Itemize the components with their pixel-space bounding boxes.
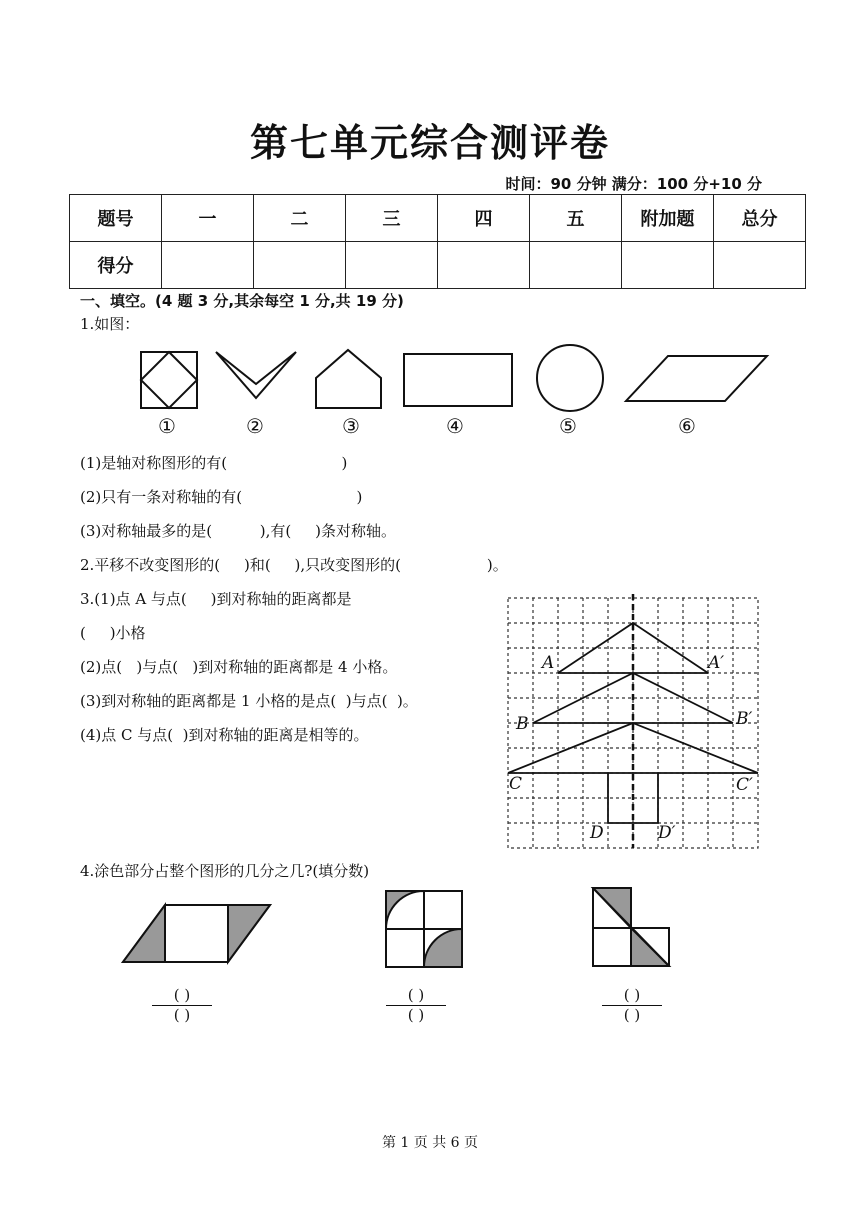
score-cell[interactable] bbox=[714, 242, 806, 289]
page-footer: 第 1 页 共 6 页 bbox=[381, 1135, 479, 1151]
numerator-blank[interactable]: ( ) bbox=[152, 986, 212, 1006]
q3-line5: (4)点 C 与点( )到对称轴的距离是相等的。 bbox=[80, 726, 369, 744]
q4-figures bbox=[118, 882, 688, 974]
q1-sub1: (1)是轴对称图形的有( ) bbox=[80, 454, 348, 472]
shape-pentagon bbox=[316, 350, 381, 408]
figure-square-quarters bbox=[386, 891, 462, 967]
score-table bbox=[69, 194, 806, 289]
q4-intro: 4.涂色部分占整个图形的几分之几?(填分数) bbox=[80, 862, 370, 880]
header-cell: 三 bbox=[346, 195, 438, 242]
answer-fraction[interactable] bbox=[152, 986, 212, 1024]
q2-text: 2.平移不改变图形的( )和( ),只改变图形的( )。 bbox=[80, 556, 508, 574]
section-heading: 一、填空。(4 题 3 分,其余每空 1 分,共 19 分) bbox=[80, 292, 404, 310]
score-cell[interactable] bbox=[622, 242, 714, 289]
shape-label: ① bbox=[158, 414, 176, 438]
header-cell: 一 bbox=[162, 195, 254, 242]
header-cell: 总分 bbox=[714, 195, 806, 242]
shape-parallelogram bbox=[626, 356, 767, 401]
numerator-blank[interactable]: ( ) bbox=[602, 986, 662, 1006]
shape-label: ⑤ bbox=[559, 414, 577, 438]
header-cell: 附加题 bbox=[622, 195, 714, 242]
denominator-blank[interactable]: ( ) bbox=[623, 1006, 641, 1024]
q3-line3: (2)点( )与点( )到对称轴的距离都是 4 小格。 bbox=[80, 658, 398, 676]
row-label: 得分 bbox=[70, 242, 162, 289]
score-table-score-row bbox=[70, 242, 806, 289]
point-label-a: A bbox=[542, 653, 555, 673]
header-cell: 题号 bbox=[70, 195, 162, 242]
shape-circle bbox=[537, 345, 603, 411]
header-cell: 五 bbox=[530, 195, 622, 242]
q1-sub2: (2)只有一条对称轴的有( ) bbox=[80, 488, 363, 506]
point-label-d: D bbox=[590, 823, 604, 843]
denominator-blank[interactable]: ( ) bbox=[407, 1006, 425, 1024]
score-cell[interactable] bbox=[438, 242, 530, 289]
denominator-blank[interactable]: ( ) bbox=[173, 1006, 191, 1024]
q1-sub3: (3)对称轴最多的是( ),有( )条对称轴。 bbox=[80, 522, 396, 540]
point-label-b-prime: B′ bbox=[736, 709, 753, 729]
point-label-b: B bbox=[516, 714, 529, 734]
score-cell[interactable] bbox=[162, 242, 254, 289]
numerator-blank[interactable]: ( ) bbox=[386, 986, 446, 1006]
q1-shapes bbox=[130, 340, 790, 415]
q3-line1: 3.(1)点 A 与点( )到对称轴的距离都是 bbox=[80, 590, 352, 608]
figure-l-shape bbox=[593, 888, 669, 966]
answer-fraction[interactable] bbox=[386, 986, 446, 1024]
q1-intro: 1.如图： bbox=[80, 315, 140, 333]
header-cell: 四 bbox=[438, 195, 530, 242]
shape-square-with-diamond bbox=[141, 352, 197, 408]
header-cell: 二 bbox=[254, 195, 346, 242]
answer-fraction[interactable] bbox=[602, 986, 662, 1024]
shape-label: ② bbox=[246, 414, 264, 438]
q3-symmetry-grid bbox=[500, 590, 762, 850]
figure-parallelogram bbox=[123, 905, 270, 962]
point-label-a-prime: A′ bbox=[708, 653, 725, 673]
score-cell[interactable] bbox=[530, 242, 622, 289]
page-title: 第七单元综合测评卷 bbox=[249, 121, 610, 165]
q3-line4: (3)到对称轴的距离都是 1 小格的是点( )与点( )。 bbox=[80, 692, 418, 710]
time-info: 时间：90 分钟 满分：100 分+10 分 bbox=[505, 175, 762, 193]
q3-line2: ( )小格 bbox=[80, 624, 146, 642]
shape-rectangle bbox=[404, 354, 512, 406]
shape-label: ⑥ bbox=[678, 414, 696, 438]
shape-label: ④ bbox=[446, 414, 464, 438]
score-cell[interactable] bbox=[254, 242, 346, 289]
score-table-header-row bbox=[70, 195, 806, 242]
shape-label: ③ bbox=[342, 414, 360, 438]
point-label-d-prime: D′ bbox=[658, 823, 676, 843]
point-label-c: C bbox=[509, 774, 523, 794]
score-cell[interactable] bbox=[346, 242, 438, 289]
point-label-c-prime: C′ bbox=[736, 775, 753, 795]
shape-v-arrow bbox=[216, 352, 296, 398]
